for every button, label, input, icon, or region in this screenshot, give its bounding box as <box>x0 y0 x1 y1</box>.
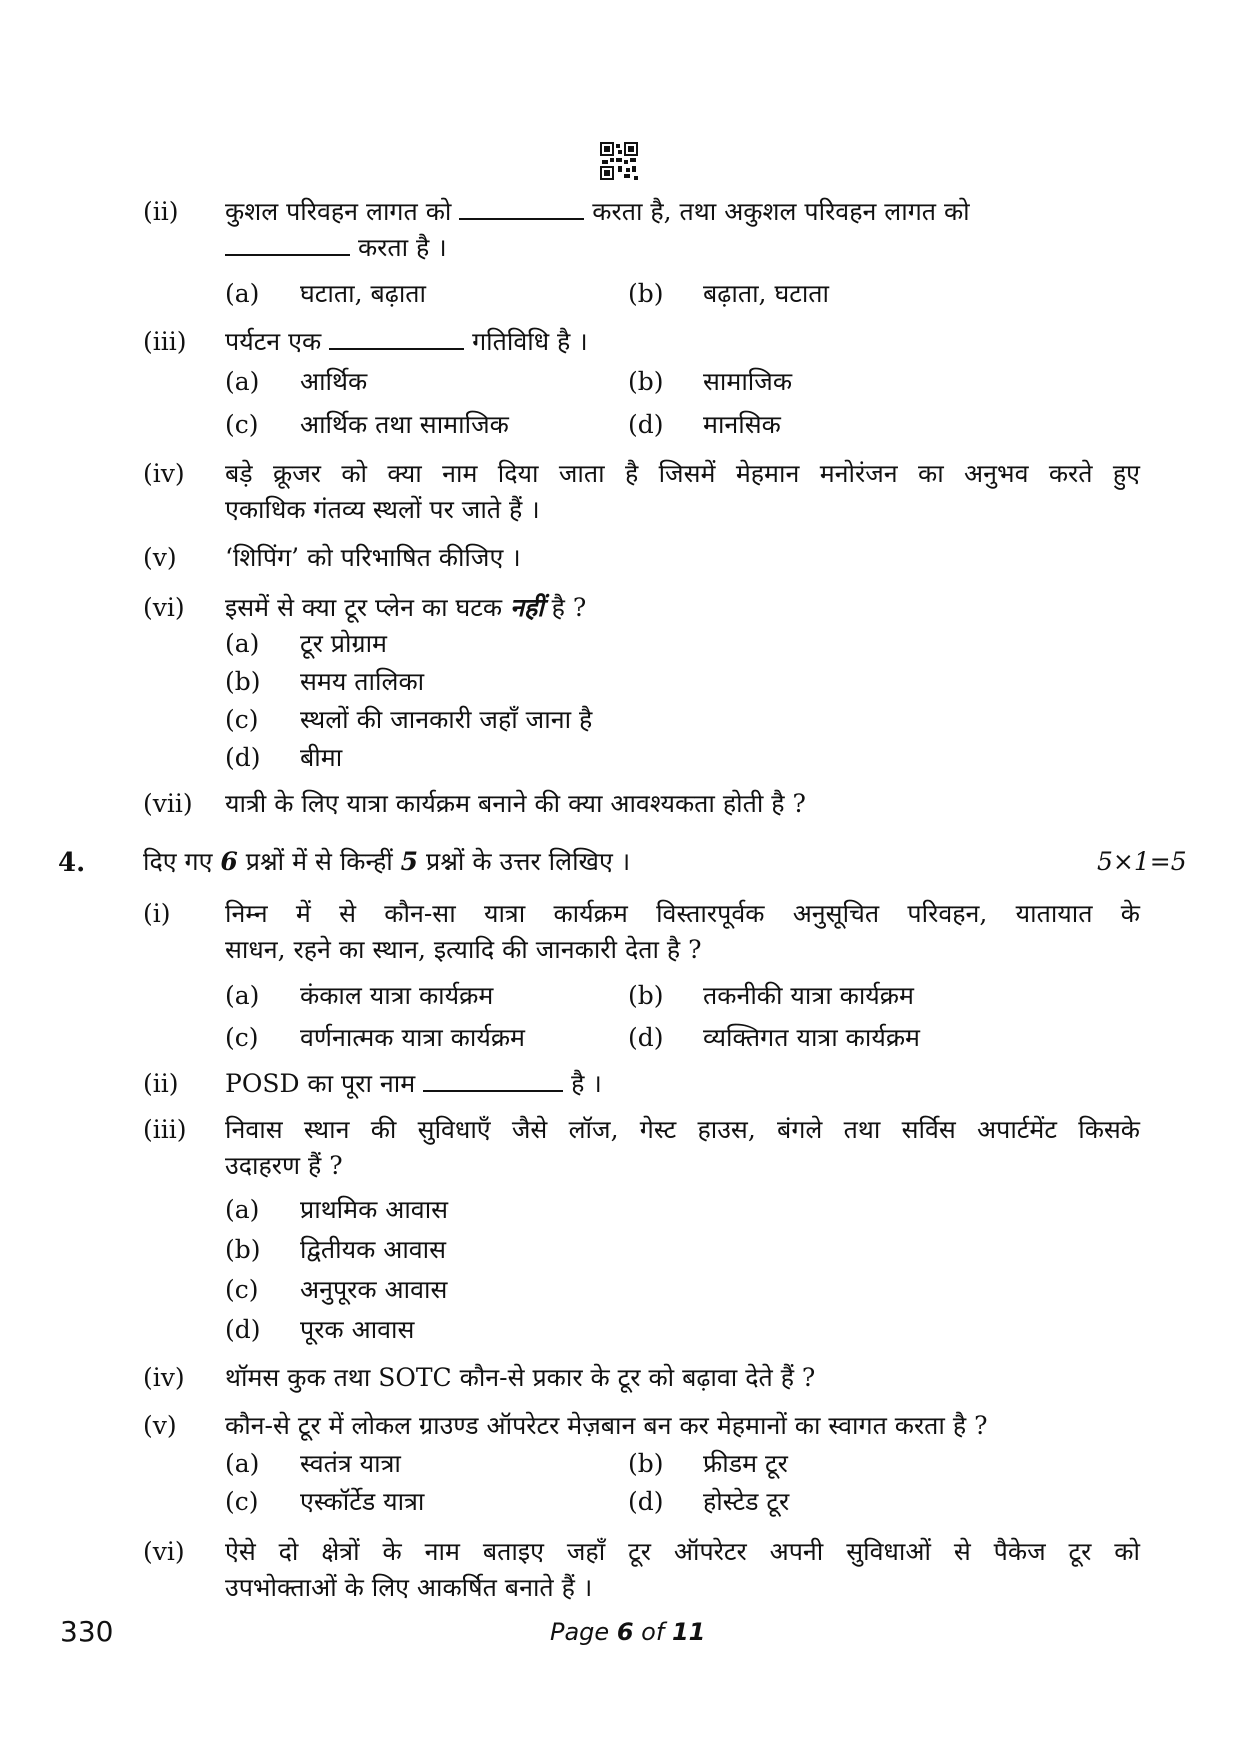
q4-count-five: 5 <box>400 847 419 876</box>
q4-v-option-a: स्वतंत्र यात्रा <box>300 1449 401 1478</box>
q3-iii-text1: पर्यटन एक <box>225 327 322 356</box>
page-indicator <box>550 1618 705 1646</box>
q3-vi-option-a-label: (a) <box>225 629 260 658</box>
q4-v-option-c: एस्कॉर्टेड यात्रा <box>300 1487 425 1516</box>
q4-iv-number: (iv) <box>143 1363 185 1392</box>
q4-number: 4. <box>58 848 86 878</box>
q3-ii-line1 <box>225 196 970 228</box>
q4-i-line1: निम्न में से कौन-सा यात्रा कार्यक्रम विस्तारपूर्वक अनुसूचित परिवहन, यातायात के <box>225 899 1140 928</box>
q3-iii-option-a-label: (a) <box>225 367 260 396</box>
q4-v-option-b-label: (b) <box>628 1449 664 1478</box>
page-of: of <box>641 1618 665 1646</box>
q4-i-number: (i) <box>143 899 171 928</box>
q3-ii-blank2 <box>225 234 350 256</box>
q3-ii-text2: करता है, तथा अकुशल परिवहन लागत को <box>592 197 970 226</box>
q4-v-option-d: होस्टेड टूर <box>703 1487 790 1516</box>
q4-iii-option-a-label: (a) <box>225 1195 260 1224</box>
q4-i-option-d: व्यक्तिगत यात्रा कार्यक्रम <box>703 1023 920 1052</box>
q4-iii-option-c-label: (c) <box>225 1275 259 1304</box>
q3-iii-option-b-label: (b) <box>628 367 664 396</box>
q4-vi-line1: ऐसे दो क्षेत्रों के नाम बताइए जहाँ टूर ऑपरेटर अपनी सुविधाओं से पैकेज टूर को <box>225 1537 1140 1566</box>
q3-vi-option-a: टूर प्रोग्राम <box>300 629 387 658</box>
q3-vi-text1: इसमें से क्या टूर प्लेन का घटक <box>225 593 503 622</box>
q4-v-option-d-label: (d) <box>628 1487 664 1516</box>
q3-ii-number: (ii) <box>143 197 179 226</box>
q3-iii-option-b: सामाजिक <box>703 367 793 396</box>
q4-iii-line2: उदाहरण हैं ? <box>225 1151 343 1180</box>
q4-i-option-b-label: (b) <box>628 981 664 1010</box>
q3-vii-text: यात्री के लिए यात्रा कार्यक्रम बनाने की क्या आवश्यकता होती है ? <box>225 789 806 818</box>
q3-vi-option-b-label: (b) <box>225 667 261 696</box>
q4-i-option-a-label: (a) <box>225 981 260 1010</box>
q4-v-number: (v) <box>143 1411 177 1440</box>
q4-ii-line <box>225 1068 602 1100</box>
q4-intro3: प्रश्नों के उत्तर लिखिए । <box>426 847 631 876</box>
q3-vi-option-d: बीमा <box>300 743 343 772</box>
q4-iii-option-b: द्वितीयक आवास <box>300 1235 447 1264</box>
q4-i-option-d-label: (d) <box>628 1023 664 1052</box>
q3-ii-blank1 <box>459 198 584 220</box>
q3-iii-line <box>225 326 588 358</box>
q3-ii-line2 <box>225 232 447 264</box>
q4-iv-text: थॉमस कुक तथा SOTC कौन-से प्रकार के टूर को बढ़ावा देते हैं ? <box>225 1363 816 1392</box>
q3-iii-option-c: आर्थिक तथा सामाजिक <box>300 410 509 439</box>
page-total: 11 <box>671 1618 706 1646</box>
q4-v-text: कौन-से टूर में लोकल ग्राउण्ड ऑपरेटर मेज़बान बन कर मेहमानों का स्वागत करता है ? <box>225 1411 988 1440</box>
q3-vi-option-c: स्थलों की जानकारी जहाँ जाना है <box>300 705 593 734</box>
q4-ii-blank <box>423 1070 563 1092</box>
q4-i-option-b: तकनीकी यात्रा कार्यक्रम <box>703 981 914 1010</box>
q3-vii-number: (vii) <box>143 789 193 818</box>
q3-vi-option-d-label: (d) <box>225 743 261 772</box>
q4-iii-option-a: प्राथमिक आवास <box>300 1195 449 1224</box>
q4-i-option-a: कंकाल यात्रा कार्यक्रम <box>300 981 494 1010</box>
q3-iii-option-d-label: (d) <box>628 410 664 439</box>
q4-v-option-c-label: (c) <box>225 1487 259 1516</box>
q3-vi-text2: है ? <box>551 593 587 622</box>
q3-iii-option-d: मानसिक <box>703 410 781 439</box>
q4-marks: 5×1=5 <box>1097 847 1187 876</box>
q3-iii-option-c-label: (c) <box>225 410 259 439</box>
q4-iii-number: (iii) <box>143 1115 187 1144</box>
q4-i-option-c-label: (c) <box>225 1023 259 1052</box>
q3-ii-text1: कुशल परिवहन लागत को <box>225 197 452 226</box>
q4-intro1: दिए गए <box>143 847 213 876</box>
page-prefix: Page <box>550 1618 610 1646</box>
q3-vi-option-c-label: (c) <box>225 705 259 734</box>
q4-iii-option-d: पूरक आवास <box>300 1315 415 1344</box>
q3-ii-option-b-label: (b) <box>628 279 664 308</box>
q3-iii-number: (iii) <box>143 327 187 356</box>
q3-iv-number: (iv) <box>143 459 185 488</box>
q4-iii-line1: निवास स्थान की सुविधाएँ जैसे लॉज, गेस्ट हाउस, बंगले तथा सर्विस अपार्टमेंट किसके <box>225 1115 1140 1144</box>
q4-ii-text2: है । <box>571 1069 602 1098</box>
q3-vi-emphasis: नहीं <box>510 593 544 622</box>
q4-iii-option-d-label: (d) <box>225 1315 261 1344</box>
q4-iii-option-c: अनुपूरक आवास <box>300 1275 448 1304</box>
q4-ii-number: (ii) <box>143 1069 179 1098</box>
paper-code: 330 <box>60 1615 114 1648</box>
q3-vi-option-b: समय तालिका <box>300 667 425 696</box>
q3-ii-option-b: बढ़ाता, घटाता <box>703 279 830 308</box>
page-number: 6 <box>616 1618 634 1646</box>
q4-iii-option-b-label: (b) <box>225 1235 261 1264</box>
q3-iii-blank <box>329 328 464 350</box>
q3-iv-line1: बड़े क्रूजर को क्या नाम दिया जाता है जिसमें मेहमान मनोरंजन का अनुभव करते हुए <box>225 459 1140 488</box>
q3-iii-text2: गतिविधि है । <box>472 327 588 356</box>
q3-ii-option-a: घटाता, बढ़ाता <box>300 279 427 308</box>
q4-instructions <box>143 846 630 878</box>
q4-vi-line2: उपभोक्ताओं के लिए आकर्षित बनाते हैं । <box>225 1573 593 1602</box>
q4-v-option-b: फ्रीडम टूर <box>703 1449 788 1478</box>
q3-iii-option-a: आर्थिक <box>300 367 368 396</box>
q4-vi-number: (vi) <box>143 1537 185 1566</box>
q3-vi-line <box>225 592 586 624</box>
q4-ii-text1: POSD का पूरा नाम <box>225 1069 416 1098</box>
qr-code-icon <box>600 142 638 180</box>
q3-iv-line2: एकाधिक गंतव्य स्थलों पर जाते हैं । <box>225 495 540 524</box>
q4-count-six: 6 <box>220 847 238 876</box>
q3-v-text: ‘शिपिंग’ को परिभाषित कीजिए । <box>225 543 521 572</box>
q4-intro2: प्रश्नों में से किन्हीं <box>245 847 393 876</box>
q4-i-option-c: वर्णनात्मक यात्रा कार्यक्रम <box>300 1023 525 1052</box>
q3-ii-text3: करता है । <box>357 233 447 262</box>
q4-v-option-a-label: (a) <box>225 1449 260 1478</box>
q4-i-line2: साधन, रहने का स्थान, इत्यादि की जानकारी देता है ? <box>225 935 702 964</box>
q3-v-number: (v) <box>143 543 177 572</box>
q3-vi-number: (vi) <box>143 593 185 622</box>
q3-ii-option-a-label: (a) <box>225 279 260 308</box>
